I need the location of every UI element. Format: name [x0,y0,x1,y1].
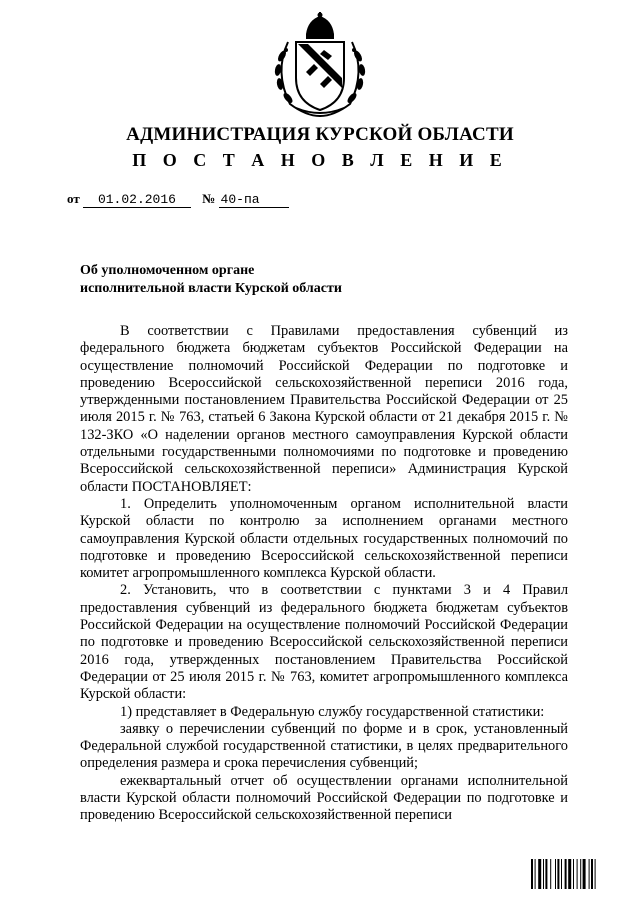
barcode-bar [583,859,586,889]
barcode-bar [561,859,562,889]
item-1-paragraph: 1. Определить уполномоченным органом исполнительной власти Курской области по контролю за исполнением органами местного самоуправления Курской области отдельных государственных полномочий по подготовке и проведению Всероссийской сельскохозяйственной переписи комитет агропромышленного комплекса Курской области. [80,495,568,582]
preamble-paragraph: В соответствии с Правилами предоставления субвенций из федерального бюджета бюджетам субъектов Российской Федерации на осуществление полномочий Российской Федерации по подготовке и проведению Всероссийской сельскохозяйственной переписи 2016 года, утвержденными постановлением Правительства Российской Федерации от 25 июля 2015 г. № 763, статьей 6 Закона Курской области от 21 декабря 2015 г. № 132-ЗКО «О наделении органов местного самоуправления Курской области отдельными государственными полномочиями по подготовке и проведению Всероссийской сельскохозяйственной переписи» Администрация Курской области ПОСТАНОВЛЯЕТ: [80,323,568,495]
subject-line-1: Об уполномоченном органе [80,263,255,278]
quarterly-report-paragraph: ежеквартальный отчет об осуществлении органами исполнительной власти Курской области полномочий Российской Федерации по подготовке и проведению Всероссийской сельскохозяйственной переписи [80,772,568,824]
coat-of-arms-icon [268,12,372,120]
barcode-bar [557,859,559,889]
barcode-bar [580,859,581,889]
subject-line-2: исполнительной власти Курской области [80,281,342,296]
barcode-bar [568,859,571,889]
barcode-bar [565,859,567,889]
barcode-bar [543,859,544,889]
date-value: 01.02.2016 [83,192,191,208]
barcode-icon [531,859,617,889]
barcode-bar [550,859,551,889]
barcode-bar [589,859,590,889]
organization-title: АДМИНИСТРАЦИЯ КУРСКОЙ ОБЛАСТИ [126,124,514,145]
barcode-bar [577,859,578,889]
barcode-bar [591,859,593,889]
document-type: П О С Т А Н О В Л Е Н И Е [132,150,508,170]
barcode-bar [531,859,533,889]
document-body [80,323,568,825]
barcode-bar [595,859,596,889]
barcode-bar [545,859,547,889]
date-number-line [67,191,289,208]
barcode-bar [535,859,536,889]
date-label: от [67,191,80,206]
number-value: 40-па [219,192,289,208]
subitem-1-paragraph: 1) представляет в Федеральную службу государственной статистики: [120,703,545,720]
item-2-paragraph: 2. Установить, что в соответствии с пунктами 3 и 4 Правил предоставления субвенций из федерального бюджета бюджетам субъектов Российской Федерации на осуществление полномочий Российской Федерации по подготовке и проведению Всероссийской сельскохозяйственной переписи 2016 года, утвержденных постановлением Правительства Российской Федерации от 25 июля 2015 г. № 763, комитет агропромышленного комплекса Курской области: [80,582,568,703]
barcode-bar [573,859,574,889]
number-label: № [202,191,216,206]
barcode-bar [555,859,556,889]
application-paragraph: заявку о перечислении субвенций по форме и в срок, установленный Федеральной службой государственной статистики, в целях предварительного определения размера и срока перечисления субвенций; [80,720,568,772]
barcode-bar [538,859,541,889]
document-subject [80,262,342,298]
